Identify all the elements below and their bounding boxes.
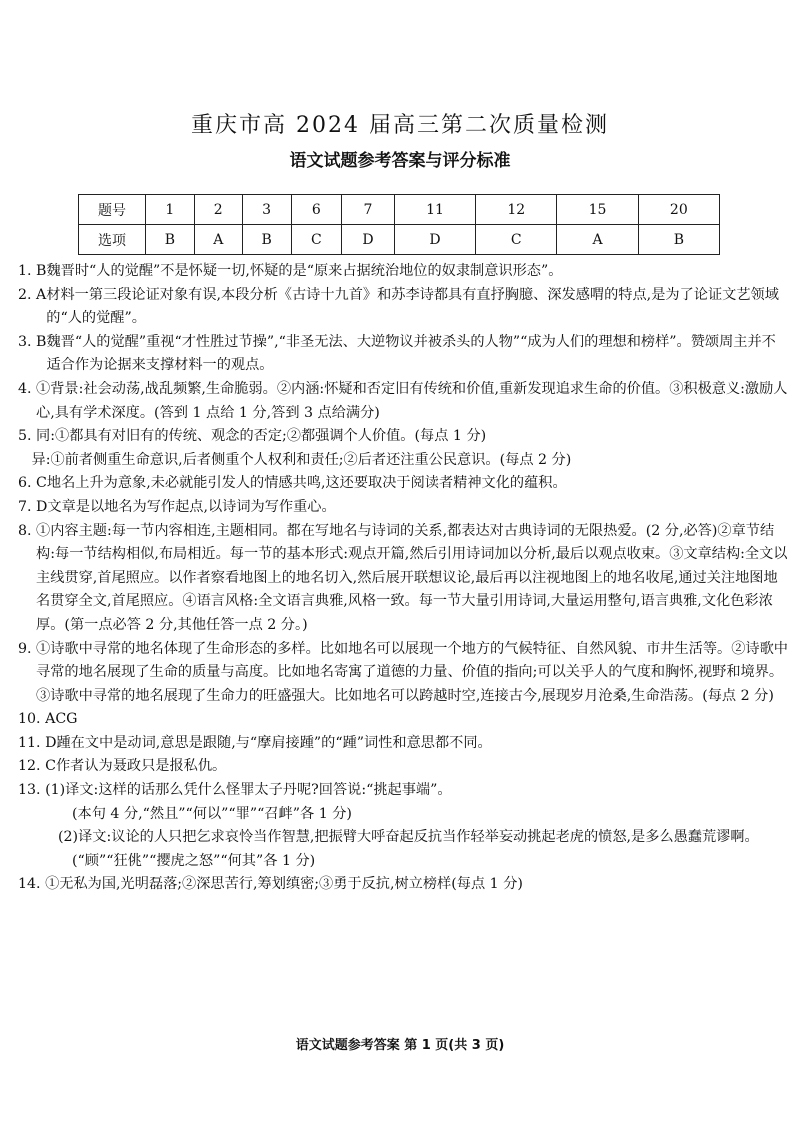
answer-item-2	[18, 284, 788, 331]
table-cell: 1	[146, 195, 195, 225]
page-title: 重庆市高 2024 届高三第二次质量检测	[191, 113, 609, 138]
table-cell: D	[342, 225, 395, 255]
item-text: 作者认为聂政只是报私仇。	[55, 758, 227, 775]
item-number: 8.	[18, 522, 37, 539]
item-text: 魏晋“人的觉醒”重视“才性胜过节操”,“非圣无法、大逆物议并被杀头的人物”“成为人们的理想和榜样”。赞颂周主并不适合作为论据来支撑材料一的观点。	[46, 333, 776, 374]
answer-item-5	[18, 425, 788, 449]
answer-list	[18, 260, 788, 897]
table-cell: 2	[194, 195, 242, 225]
item-text: 同:①都具有对旧有的传统、观念的否定;②都强调个人价值。(每点 1 分)	[36, 428, 487, 445]
table-cell: C	[291, 225, 342, 255]
answer-item-14	[18, 873, 788, 897]
answer-item-3	[18, 331, 788, 378]
item-text: ACG	[45, 711, 78, 728]
table-cell: 7	[342, 195, 395, 225]
answer-item-11	[18, 732, 788, 756]
answer-item-10	[18, 708, 788, 732]
item-number: 2. A	[18, 286, 47, 303]
q13-note-2: (“顾”“狂佻”“撄虎之怒”“何其”各 1 分)	[72, 852, 316, 869]
item-number: 1. B	[18, 263, 47, 279]
item-text: ①内容主题:每一节内容相连,主题相同。都在写地名与诗词的关系,都表达对古典诗词的无限热爱。(2 分,必答)②章节结构:每一节结构相似,布局相近。每一节的基本形式:观点开篇,然后引用诗词加以分析,最后以观点收束。③文章结构:全文以主线贯穿,首尾照应。以作者察看地图上的地名切入,然后展开联想议论,最后再以注视地图上的地名收尾,通过关注地图地名贯穿全文,首尾照应。④语言风格:全文语言典雅,风格一致。每一节大量引用诗词,大量运用整句,语言典雅,文化色彩浓厚。(第一点必答 2 分,其他任答一点 2 分。)	[36, 522, 788, 633]
item-text: 文章是以地名为写作起点,以诗词为写作重心。	[47, 498, 336, 515]
item-number: 6. C	[18, 475, 47, 492]
page-subtitle: 语文试题参考答案与评分标准	[289, 151, 511, 171]
item-number: 13.	[18, 782, 46, 799]
q13-note-1: (本句 4 分,“然且”“何以”“罪”“召衅”各 1 分)	[72, 805, 352, 822]
q13-part-2	[18, 826, 788, 850]
table-cell: A	[194, 225, 242, 255]
table-cell: 20	[638, 195, 719, 225]
table-cell: 6	[291, 195, 342, 225]
item-number: 5.	[18, 428, 37, 445]
table-cell: B	[638, 225, 719, 255]
answer-item-1	[18, 260, 788, 284]
table-cell: A	[557, 225, 638, 255]
table-cell: C	[476, 225, 557, 255]
item-text: ①背景:社会动荡,战乱频繁,生命脆弱。②内涵:怀疑和否定旧有传统和价值,重新发现追求生命的价值。③积极意义:激励人心,具有学术深度。(答到 1 点给 1 分,答到 3 点给满分)	[36, 380, 788, 421]
item-text: ①无私为国,光明磊落;②深思苦行,筹划缜密;③勇于反抗,树立榜样(每点 1 分)	[45, 876, 523, 893]
item-number: 14.	[18, 876, 46, 893]
answer-item-13	[18, 779, 788, 803]
item-text: 材料一第三段论证对象有误,本段分析《古诗十九首》和苏李诗都具有直抒胸臆、深发感喟的特点,是为了论证文艺领域的“人的觉醒”。	[46, 286, 779, 327]
item-text: (1)译文:这样的话那么凭什么怪罪太子丹呢?回答说:“挑起事端”。	[45, 782, 452, 799]
answer-item-7	[18, 496, 788, 520]
item-text: ①诗歌中寻常的地名体现了生命形态的多样。比如地名可以展现一个地方的气候特征、自然风貌、市井生活等。②诗歌中寻常的地名展现了生命的质量与高度。比如地名寄寓了道德的力量、价值的指向;可以关乎人的气度和胸怀,视野和境界。③诗歌中寻常的地名展现了生命力的旺盛强大。比如地名可以跨越时空,连接古今,展现岁月沧桑,生命浩荡。(每点 2 分)	[36, 640, 788, 704]
table-cell: 11	[394, 195, 475, 225]
table-cell: 12	[476, 195, 557, 225]
page-footer: 语文试题参考答案 第 1 页(共 3 页)	[295, 1038, 505, 1053]
table-cell: 15	[557, 195, 638, 225]
answer-table	[78, 194, 720, 255]
table-cell: B	[146, 225, 195, 255]
answer-item-4	[18, 378, 788, 425]
item-number: 10.	[18, 711, 46, 728]
answer-item-8	[18, 520, 788, 638]
item-number: 9.	[18, 640, 37, 657]
table-cell: 3	[242, 195, 291, 225]
item-number: 7. D	[18, 498, 48, 515]
item-text: 魏晋时“人的觉醒”不是怀疑一切,怀疑的是“原来占据统治地位的奴隶制意识形态”。	[46, 263, 563, 279]
item-text: (2)译文:议论的人只把乞求哀怜当作智慧,把振臂大呼奋起反抗当作轻举妄动挑起老虎的愤怒,是多么愚蠢荒谬啊。	[58, 829, 759, 846]
item-text: 踵在文中是动词,意思是跟随,与“摩肩接踵”的“踵”词性和意思都不同。	[56, 734, 492, 751]
item-number: 4.	[18, 380, 37, 397]
answer-item-6	[18, 472, 788, 496]
item-number: 3. B	[18, 333, 47, 350]
table-row-options	[79, 225, 720, 255]
answer-item-5-extra	[18, 449, 788, 473]
item-number: 12. C	[18, 758, 56, 775]
answer-item-12	[18, 755, 788, 779]
item-text: 地名上升为意象,未必就能引发人的情感共鸣,这还要取决于阅读者精神文化的蕴积。	[46, 475, 567, 492]
item-text: 异:①前者侧重生命意识,后者侧重个人权利和责任;②后者还注重公民意识。(每点 2 分)	[31, 451, 572, 468]
table-header-cell: 题号	[79, 195, 146, 225]
answer-item-9	[18, 638, 788, 709]
table-cell: D	[394, 225, 475, 255]
item-number: 11. D	[18, 734, 57, 751]
table-cell: B	[242, 225, 291, 255]
table-header-cell: 选项	[79, 225, 146, 255]
table-row-numbers	[79, 195, 720, 225]
